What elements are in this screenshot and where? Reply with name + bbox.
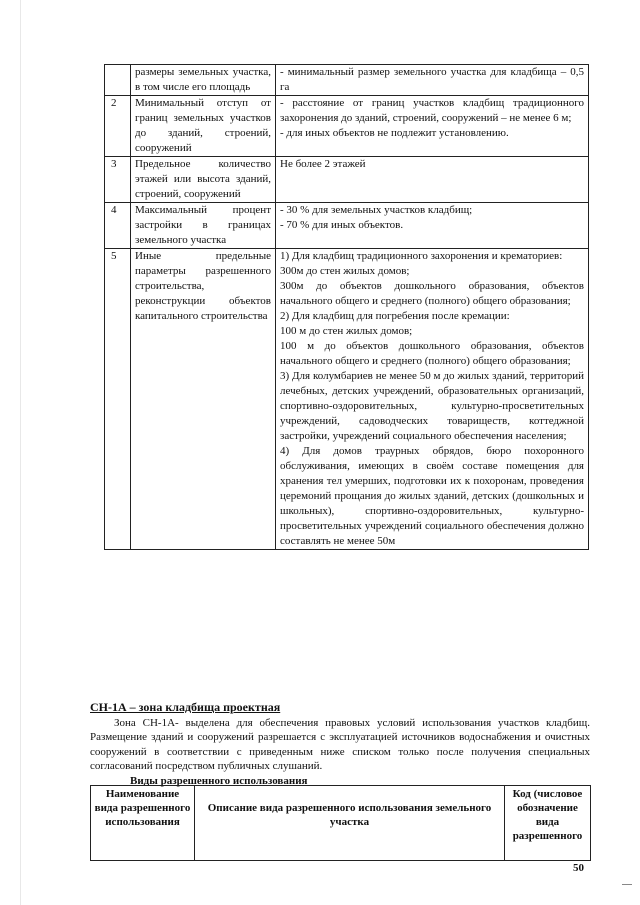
parameter-row [105,203,589,249]
zone-description: Зона СН-1А- выделена для обеспечения правовых условий использования участков кладбищ. Размещение зданий и сооружений разрешается с эксплуатацией источников водоснабжения и очистных сооружений в соответствии с приведенным ниже списком только после получения специальных согласований посредством публичных слушаний. [90,716,590,772]
row-number [105,65,131,96]
parameter-value-line: 100 м до стен жилых домов; [280,325,413,337]
scan-mark [622,884,632,885]
uses-header-name: Наименование вида разрешенного использования [91,786,195,861]
row-number: 3 [105,157,131,203]
zone-heading: СН-1А – зона кладбища проектная [90,700,281,714]
parameter-row [105,249,589,550]
parameter-value-line: Не более 2 этажей [280,158,366,170]
parameter-row [105,65,589,96]
parameter-value-line: 3) Для колумбариев не менее 50 м до жилых зданий, территорий лечебных, детских учреждений, образовательных организаций, спортивно-оздоровительных, культурно-просветительных учреждений, садоводческих товариществ, коттеджной застройки, учреждений социального обеспечения населения; [280,370,584,442]
scan-edge [20,0,21,905]
parameter-value-line: 300м до стен жилых домов; [280,265,410,277]
parameter-value-line: - 30 % для земельных участков кладбищ; [280,204,473,216]
parameter-value-line: 100 м до объектов дошкольного образования, объектов начального общего и среднего (полного) общего образования; [280,340,584,367]
uses-header-code: Код (числовое обозначение вида разрешенного [505,786,591,861]
parameter-name: Иные предельные параметры разрешенного строительства, реконструкции объектов капитального строительства [131,249,276,550]
zone-section [90,700,590,788]
parameter-value [276,157,589,203]
parameter-value-line: - для иных объектов не подлежит установлению. [280,127,509,139]
parameter-value-line: - 70 % для иных объектов. [280,219,404,231]
parameter-value-line: 300м до объектов дошкольного образования, объектов начального общего и среднего (полного) общего образования; [280,280,584,307]
parameter-value-line: - расстояние от границ участков кладбищ традиционного захоронения до зданий, строений, сооружений – не менее 6 м; [280,97,584,124]
parameter-value [276,65,589,96]
parameter-value [276,96,589,157]
parameter-value-line: 1) Для кладбищ традиционного захоронения и крематориев: [280,250,563,262]
parameter-name: размеры земельных участка, в том числе его площадь [131,65,276,96]
uses-header-description: Описание вида разрешенного использования земельного участка [195,786,505,861]
parameter-name: Предельное количество этажей или высота зданий, строений, сооружений [131,157,276,203]
parameter-row [105,96,589,157]
parameter-value [276,249,589,550]
parameter-value-line: - минимальный размер земельного участка для кладбища – 0,5 га [280,66,584,93]
row-number: 5 [105,249,131,550]
parameter-value-line: 4) Для домов траурных обрядов, бюро похоронного обслуживания, имеющих в своём составе помещения для хранения тел умерших, подготовки их к похоронам, проведения церемоний прощания до жилых зданий, детских (дошкольных и школьных), спортивно-оздоровительных, культурно-просветительных учреждений социального обеспечения должно составлять не менее 50м [280,445,584,547]
parameter-name: Минимальный отступ от границ земельных участков до зданий, строений, сооружений [131,96,276,157]
page-number: 50 [573,862,584,874]
parameter-row [105,157,589,203]
row-number: 2 [105,96,131,157]
row-number: 4 [105,203,131,249]
parameter-value-line: 2) Для кладбищ для погребения после кремации: [280,310,510,322]
parameter-value [276,203,589,249]
parameters-table [104,64,589,550]
parameter-name: Максимальный процент застройки в границах земельного участка [131,203,276,249]
uses-header-row [91,786,591,861]
permitted-uses-heading: Виды разрешенного использования [130,774,308,787]
permitted-uses-table [90,785,591,861]
